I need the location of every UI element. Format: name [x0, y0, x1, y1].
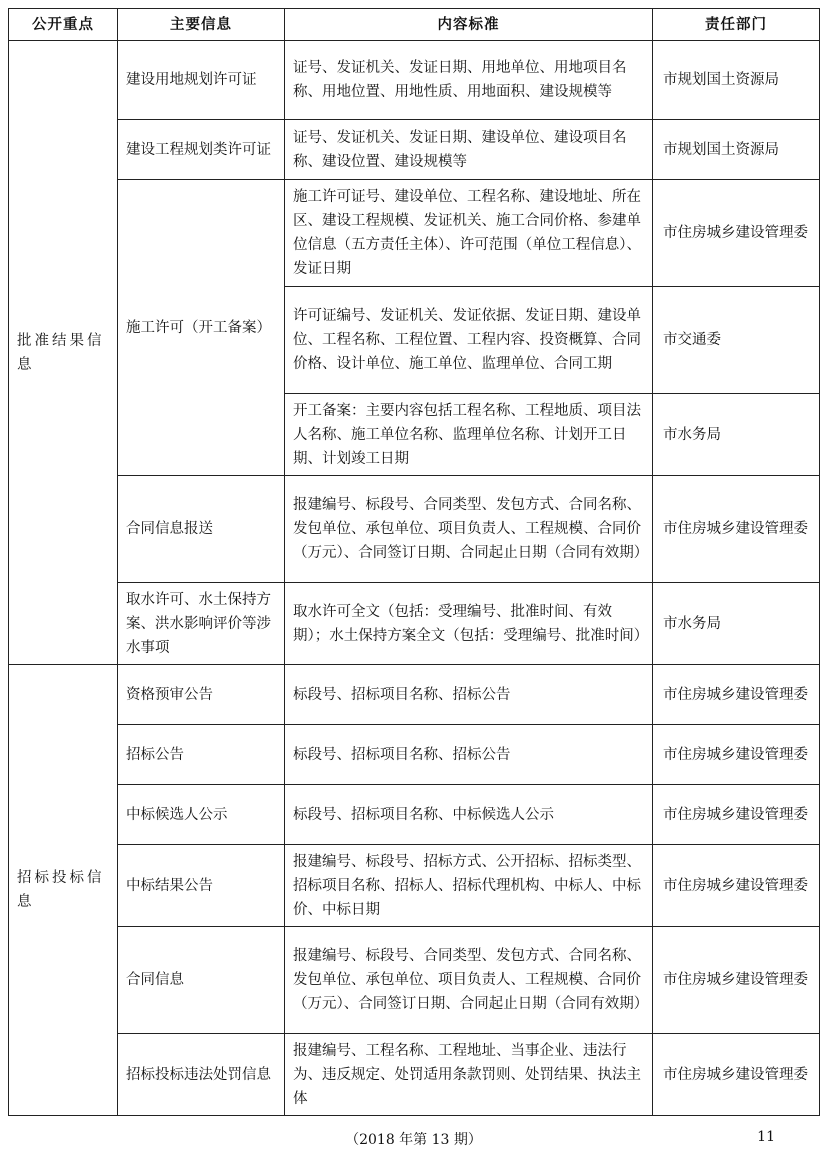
header-content-standard: 内容标准: [285, 9, 653, 41]
info-cell: 合同信息: [118, 927, 285, 1034]
table-row: [9, 927, 820, 1034]
info-cell: 中标结果公告: [118, 845, 285, 927]
table-row: [9, 583, 820, 665]
dept-cell: 市住房城乡建设管理委: [653, 845, 820, 927]
content-cell: 报建编号、工程名称、工程地址、当事企业、违法行为、违反规定、处罚适用条款罚则、处罚结果、执法主体: [285, 1034, 653, 1116]
dept-cell: 市交通委: [653, 287, 820, 394]
content-cell: 报建编号、标段号、合同类型、发包方式、合同名称、发包单位、承包单位、项目负责人、工程规模、合同价（万元）、合同签订日期、合同起止日期（合同有效期）: [285, 927, 653, 1034]
table-row: [9, 1034, 820, 1116]
table-header-row: [9, 9, 820, 41]
dept-cell: 市住房城乡建设管理委: [653, 1034, 820, 1116]
content-cell: 施工许可证号、建设单位、工程名称、建设地址、所在区、建设工程规模、发证机关、施工合同价格、参建单位信息（五方责任主体）、许可范围（单位工程信息）、发证日期: [285, 180, 653, 287]
info-cell: 招标公告: [118, 725, 285, 785]
content-cell: 证号、发证机关、发证日期、用地单位、用地项目名称、用地位置、用地性质、用地面积、建设规模等: [285, 41, 653, 120]
content-cell: 标段号、招标项目名称、招标公告: [285, 665, 653, 725]
header-category: 公开重点: [9, 9, 118, 41]
dept-cell: 市规划国土资源局: [653, 41, 820, 120]
info-cell: 建设工程规划类许可证: [118, 120, 285, 180]
page-footer: [0, 1126, 827, 1152]
info-cell: 招标投标违法处罚信息: [118, 1034, 285, 1116]
dept-cell: 市住房城乡建设管理委: [653, 180, 820, 287]
dept-cell: 市住房城乡建设管理委: [653, 665, 820, 725]
table-row: [9, 725, 820, 785]
disclosure-table: [8, 8, 820, 1116]
table-row: [9, 476, 820, 583]
header-responsible-dept: 责任部门: [653, 9, 820, 41]
content-cell: 标段号、招标项目名称、招标公告: [285, 725, 653, 785]
page-number: 11: [757, 1129, 775, 1145]
dept-cell: 市水务局: [653, 394, 820, 476]
content-cell: 标段号、招标项目名称、中标候选人公示: [285, 785, 653, 845]
table-row: [9, 41, 820, 120]
info-cell: 资格预审公告: [118, 665, 285, 725]
info-cell: 施工许可（开工备案）: [118, 180, 285, 476]
dept-cell: 市住房城乡建设管理委: [653, 785, 820, 845]
content-cell: 报建编号、标段号、合同类型、发包方式、合同名称、发包单位、承包单位、项目负责人、工程规模、合同价（万元）、合同签订日期、合同起止日期（合同有效期）: [285, 476, 653, 583]
issue-label: （2018 年第 13 期）: [345, 1132, 482, 1148]
header-main-info: 主要信息: [118, 9, 285, 41]
info-cell: 中标候选人公示: [118, 785, 285, 845]
content-cell: 取水许可全文（包括：受理编号、批准时间、有效期）；水土保持方案全文（包括：受理编号、批准时间）: [285, 583, 653, 665]
info-cell: 取水许可、水土保持方案、洪水影响评价等涉水事项: [118, 583, 285, 665]
content-cell: 报建编号、标段号、招标方式、公开招标、招标类型、招标项目名称、招标人、招标代理机构、中标人、中标价、中标日期: [285, 845, 653, 927]
content-cell: 开工备案：主要内容包括工程名称、工程地质、项目法人名称、施工单位名称、监理单位名称、计划开工日期、计划竣工日期: [285, 394, 653, 476]
table-row: [9, 665, 820, 725]
dept-cell: 市水务局: [653, 583, 820, 665]
table-row: [9, 180, 820, 287]
category-cell: 批准结果信息: [9, 41, 118, 665]
dept-cell: 市住房城乡建设管理委: [653, 725, 820, 785]
content-cell: 许可证编号、发证机关、发证依据、发证日期、建设单位、工程名称、工程位置、工程内容、投资概算、合同价格、设计单位、施工单位、监理单位、合同工期: [285, 287, 653, 394]
table-row: [9, 120, 820, 180]
info-cell: 建设用地规划许可证: [118, 41, 285, 120]
category-cell: 招标投标信息: [9, 665, 118, 1116]
content-cell: 证号、发证机关、发证日期、建设单位、建设项目名称、建设位置、建设规模等: [285, 120, 653, 180]
info-cell: 合同信息报送: [118, 476, 285, 583]
dept-cell: 市规划国土资源局: [653, 120, 820, 180]
table-row: [9, 785, 820, 845]
dept-cell: 市住房城乡建设管理委: [653, 927, 820, 1034]
dept-cell: 市住房城乡建设管理委: [653, 476, 820, 583]
table-row: [9, 845, 820, 927]
